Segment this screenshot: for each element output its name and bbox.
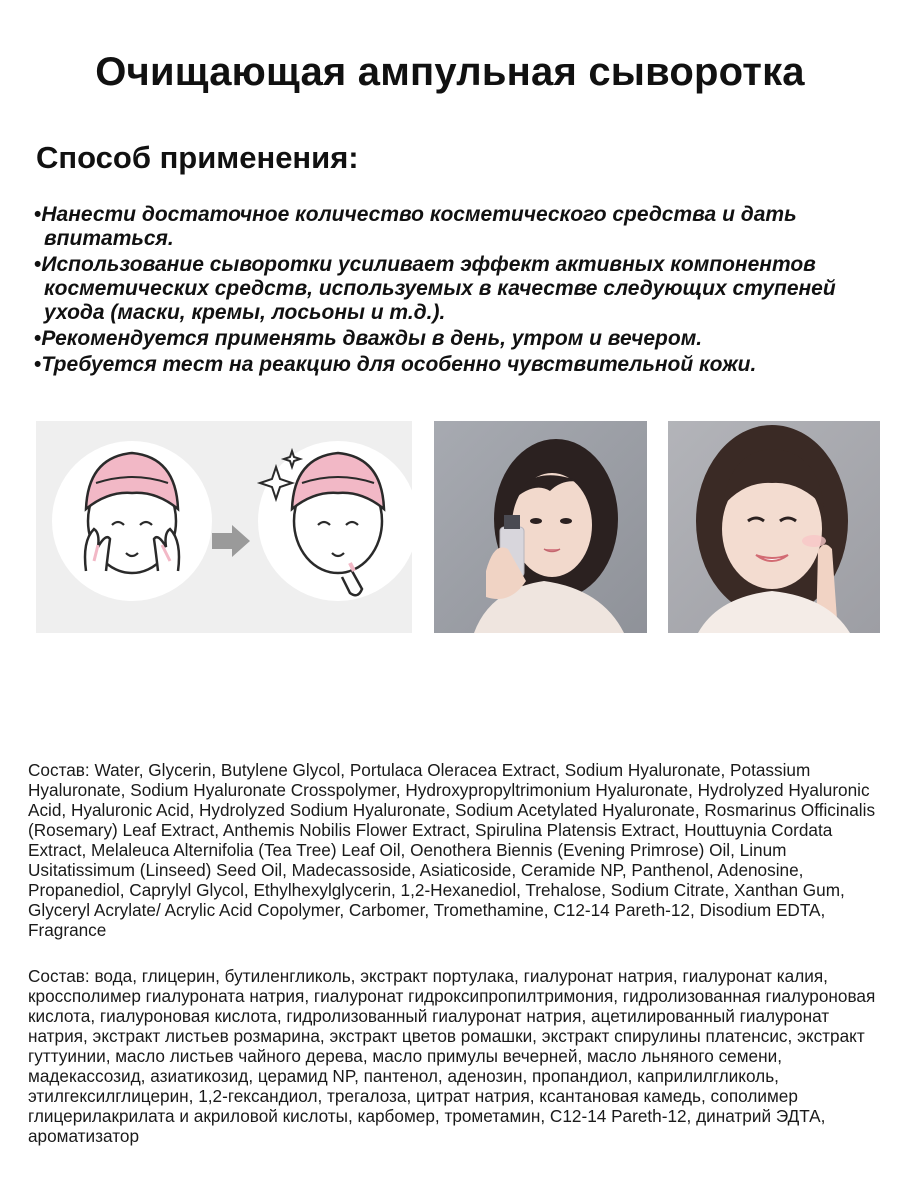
usage-list (32, 203, 872, 379)
usage-item-text: Требуется тест на реакцию для особенно чувствительной кожи. (41, 353, 757, 376)
bullet-icon: • (34, 327, 42, 350)
model-photo-applying (668, 421, 880, 633)
bullet-icon: • (34, 253, 42, 276)
face-before-icon (85, 453, 179, 573)
photo2-svg (668, 421, 880, 633)
bullet-icon: • (34, 353, 42, 376)
usage-item-text: Использование сыворотки усиливает эффект активных компонентов косметических средств, используемых в качестве следующих ступеней ухода (маски, кремы, лосьоны и т.д.). (41, 253, 836, 324)
model-photo-bottle (434, 421, 647, 633)
usage-item-text: Нанести достаточное количество косметического средства и дать впитаться. (41, 203, 797, 250)
illustration-svg (36, 421, 412, 633)
usage-heading: Способ применения: (36, 140, 359, 175)
ingredients-ru: Состав: вода, глицерин, бутиленгликоль, экстракт портулака, гиалуронат натрия, гиалуронат калия, кроссполимер гиалуроната натрия, гиалуронат гидроксипропилтримония, гидролизованная гиалуроновая кислота, гиалуроновая кислота, гидролизованный гиалуронат натрия, ацетилированный гиалуронат натрия, экстракт листьев розмарина, экстракт цветов ромашки, экстракт спирулины платенсис, экстракт гуттуинии, масло листьев чайного дерева, масло примулы вечерней, масло льняного семени, мадекассозид, азиатикозид, церамид NP, пантенол, аденозин, пропандиол, каприлилгликоль, этилгексилглицерин, 1,2-гександиол, трегалоза, цитрат натрия, ксантановая камедь, сополимер глицерилакрилата и акриловой кислоты, карбомер, трометамин, C12-14 Pareth-12, динатрий ЭДТА, ароматизатор (28, 966, 876, 1146)
usage-item (32, 353, 872, 377)
face-massage-illustration (36, 421, 412, 633)
photo1-svg (434, 421, 647, 633)
usage-item (32, 203, 872, 251)
usage-item (32, 327, 872, 351)
bullet-icon: • (34, 203, 42, 226)
usage-item-text: Рекомендуется применять дважды в день, утром и вечером. (41, 327, 703, 350)
page-title: Очищающая ампульная сыворотка (95, 50, 805, 94)
usage-item (32, 253, 872, 325)
ingredients-en: Состав: Water, Glycerin, Butylene Glycol, Portulaca Oleracea Extract, Sodium Hyaluronate, Potassium Hyaluronate, Sodium Hyaluronate Crosspolymer, Hydroxypropyltrimonium Hyaluronate, Hydrolyzed Hyaluronic Acid, Hyaluronic Acid, Hydrolyzed Sodium Hyaluronate, Sodium Acetylated Hyaluronate, Rosmarinus Officinalis (Rosemary) Leaf Extract, Anthemis Nobilis Flower Extract, Spirulina Platensis Extract, Houttuynia Cordata Extract, Melaleuca Alternifolia (Tea Tree) Leaf Oil, Oenothera Biennis (Evening Primrose) Oil, Linum Usitatissimum (Linseed) Seed Oil, Madecassoside, Asiaticoside, Ceramide NP, Panthenol, Adenosine, Propanediol, Caprylyl Glycol, Ethylhexylglycerin, 1,2-Hexanediol, Trehalose, Sodium Citrate, Xanthan Gum, Glyceryl Acrylate/ Acrylic Acid Copolymer, Carbomer, Tromethamine, C12-14 Pareth-12, Disodium EDTA, Fragrance (28, 760, 876, 940)
